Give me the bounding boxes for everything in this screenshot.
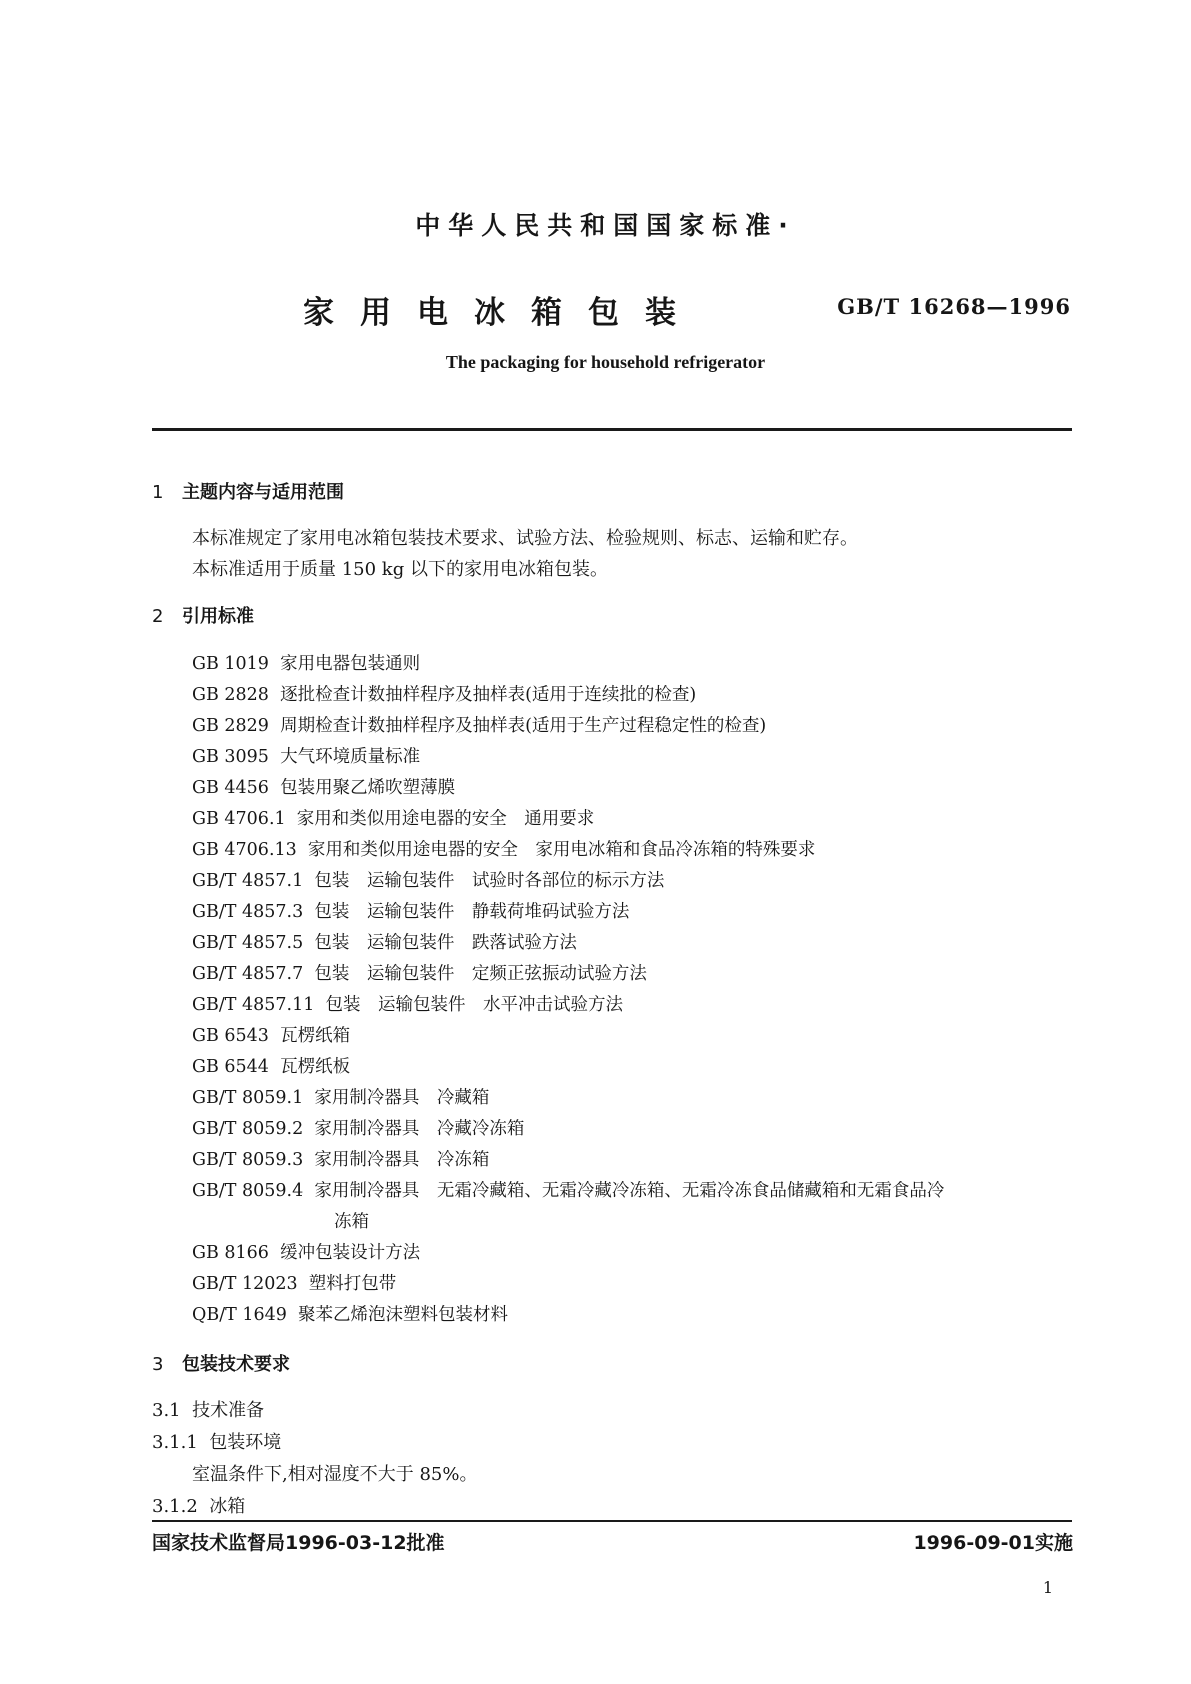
reference-code: GB 8166 bbox=[192, 1243, 269, 1263]
reference-code: GB/T 8059.4 bbox=[192, 1181, 304, 1201]
reference-item bbox=[192, 1084, 489, 1109]
reference-item bbox=[192, 991, 623, 1016]
reference-title: 家用和类似用途电器的安全 通用要求 bbox=[296, 809, 595, 829]
reference-title: 聚苯乙烯泡沫塑料包装材料 bbox=[298, 1305, 509, 1325]
reference-item bbox=[192, 836, 815, 861]
reference-title: 包装 运输包装件 静载荷堆码试验方法 bbox=[314, 902, 630, 922]
national-standard-heading: 中华人民共和国国家标准· bbox=[415, 211, 796, 240]
reference-title: 包装 运输包装件 定频正弦振动试验方法 bbox=[314, 964, 647, 984]
section-2-heading bbox=[152, 602, 254, 628]
reference-title: 包装用聚乙烯吹塑薄膜 bbox=[280, 778, 456, 798]
document-title-cn: 家用电冰箱包装 bbox=[303, 295, 702, 331]
reference-code: GB/T 8059.2 bbox=[192, 1119, 304, 1139]
document-title-en: The packaging for household refrigerator bbox=[445, 352, 766, 372]
reference-code: GB/T 4857.3 bbox=[192, 902, 304, 922]
section-1-heading bbox=[152, 478, 344, 504]
section-1-title: 主题内容与适用范围 bbox=[182, 482, 344, 503]
reference-code: GB 3095 bbox=[192, 747, 269, 767]
reference-title: 周期检查计数抽样程序及抽样表(适用于生产过程稳定性的检查) bbox=[280, 716, 767, 736]
reference-item bbox=[192, 960, 647, 985]
reference-item bbox=[192, 712, 766, 737]
reference-item bbox=[192, 681, 696, 706]
reference-item bbox=[192, 929, 577, 954]
reference-title: 缓冲包装设计方法 bbox=[280, 1243, 421, 1263]
reference-code: GB 6543 bbox=[192, 1026, 269, 1046]
reference-item bbox=[192, 867, 664, 892]
reference-title: 大气环境质量标准 bbox=[280, 747, 421, 767]
reference-title: 家用制冷器具 无霜冷藏箱、无霜冷藏冷冻箱、无霜冷冻食品储藏箱和无霜食品冷 bbox=[314, 1181, 945, 1201]
reference-item bbox=[192, 650, 420, 675]
reference-title: 瓦楞纸板 bbox=[280, 1057, 351, 1077]
reference-item bbox=[192, 898, 629, 923]
reference-item bbox=[192, 1146, 489, 1171]
reference-item-continuation bbox=[334, 1208, 369, 1233]
reference-item bbox=[192, 1177, 944, 1202]
effective-date: 1996-09-01实施 bbox=[913, 1532, 1073, 1554]
section-3-heading bbox=[152, 1350, 290, 1376]
reference-code: GB 4706.1 bbox=[192, 809, 286, 829]
reference-code: QB/T 1649 bbox=[192, 1305, 287, 1325]
reference-title: 包装 运输包装件 跌落试验方法 bbox=[314, 933, 577, 953]
section-3-number: 3 bbox=[152, 1354, 164, 1375]
reference-code: GB/T 8059.3 bbox=[192, 1150, 304, 1170]
reference-title: 家用制冷器具 冷藏冷冻箱 bbox=[314, 1119, 525, 1139]
reference-title: 家用制冷器具 冷冻箱 bbox=[314, 1150, 490, 1170]
reference-item bbox=[192, 805, 594, 830]
reference-item bbox=[192, 743, 420, 768]
subsection-3-1-number: 3.1 bbox=[152, 1400, 181, 1421]
section-3-title: 包装技术要求 bbox=[182, 1354, 290, 1375]
reference-item bbox=[192, 1053, 350, 1078]
reference-code: GB/T 4857.1 bbox=[192, 871, 304, 891]
reference-title: 家用电器包装通则 bbox=[280, 654, 421, 674]
reference-title: 冻箱 bbox=[334, 1212, 369, 1232]
reference-title: 包装 运输包装件 水平冲击试验方法 bbox=[325, 995, 623, 1015]
reference-code: GB 4456 bbox=[192, 778, 269, 798]
reference-title: 家用制冷器具 冷藏箱 bbox=[314, 1088, 490, 1108]
reference-title: 包装 运输包装件 试验时各部位的标示方法 bbox=[314, 871, 665, 891]
reference-code: GB 2828 bbox=[192, 685, 269, 705]
subsection-3-1 bbox=[152, 1396, 264, 1422]
subsection-3-1-title: 技术准备 bbox=[192, 1400, 265, 1421]
reference-title: 塑料打包带 bbox=[308, 1274, 397, 1294]
section-2-number: 2 bbox=[152, 606, 164, 627]
reference-code: GB/T 4857.7 bbox=[192, 964, 304, 984]
reference-code: GB/T 8059.1 bbox=[192, 1088, 304, 1108]
subsection-3-1-1-title: 包装环境 bbox=[209, 1432, 282, 1453]
section-1-number: 1 bbox=[152, 482, 164, 503]
reference-code: GB/T 4857.11 bbox=[192, 995, 315, 1015]
reference-code: GB 1019 bbox=[192, 654, 269, 674]
reference-item bbox=[192, 1239, 420, 1264]
reference-title: 瓦楞纸箱 bbox=[280, 1026, 351, 1046]
reference-item bbox=[192, 1022, 350, 1047]
subsection-3-1-2-title: 冰箱 bbox=[209, 1496, 246, 1517]
reference-item bbox=[192, 1270, 396, 1295]
reference-title: 家用和类似用途电器的安全 家用电冰箱和食品冷冻箱的特殊要求 bbox=[307, 840, 816, 860]
subsection-3-1-1-text: 室温条件下,相对湿度不大于 85%。 bbox=[192, 1464, 478, 1485]
header-divider bbox=[152, 428, 1072, 431]
footer-divider bbox=[152, 1520, 1072, 1522]
reference-title: 逐批检查计数抽样程序及抽样表(适用于连续批的检查) bbox=[280, 685, 697, 705]
subsection-3-1-2-number: 3.1.2 bbox=[152, 1496, 198, 1517]
reference-code: GB 4706.13 bbox=[192, 840, 297, 860]
reference-code: GB 2829 bbox=[192, 716, 269, 736]
reference-item bbox=[192, 774, 455, 799]
standard-code: GB/T 16268—1996 bbox=[837, 294, 1071, 319]
reference-code: GB/T 12023 bbox=[192, 1274, 298, 1294]
approval-info: 国家技术监督局1996-03-12批准 bbox=[152, 1532, 445, 1554]
section-1-para-1: 本标准规定了家用电冰箱包装技术要求、试验方法、检验规则、标志、运输和贮存。 bbox=[192, 528, 858, 549]
reference-item bbox=[192, 1301, 508, 1326]
subsection-3-1-1 bbox=[152, 1428, 281, 1454]
section-2-title: 引用标准 bbox=[182, 606, 254, 627]
reference-code: GB 6544 bbox=[192, 1057, 269, 1077]
reference-item bbox=[192, 1115, 524, 1140]
page-number: 1 bbox=[1042, 1578, 1053, 1597]
subsection-3-1-1-number: 3.1.1 bbox=[152, 1432, 198, 1453]
reference-code: GB/T 4857.5 bbox=[192, 933, 304, 953]
subsection-3-1-2 bbox=[152, 1492, 245, 1518]
section-1-para-2: 本标准适用于质量 150 kg 以下的家用电冰箱包装。 bbox=[192, 559, 608, 580]
